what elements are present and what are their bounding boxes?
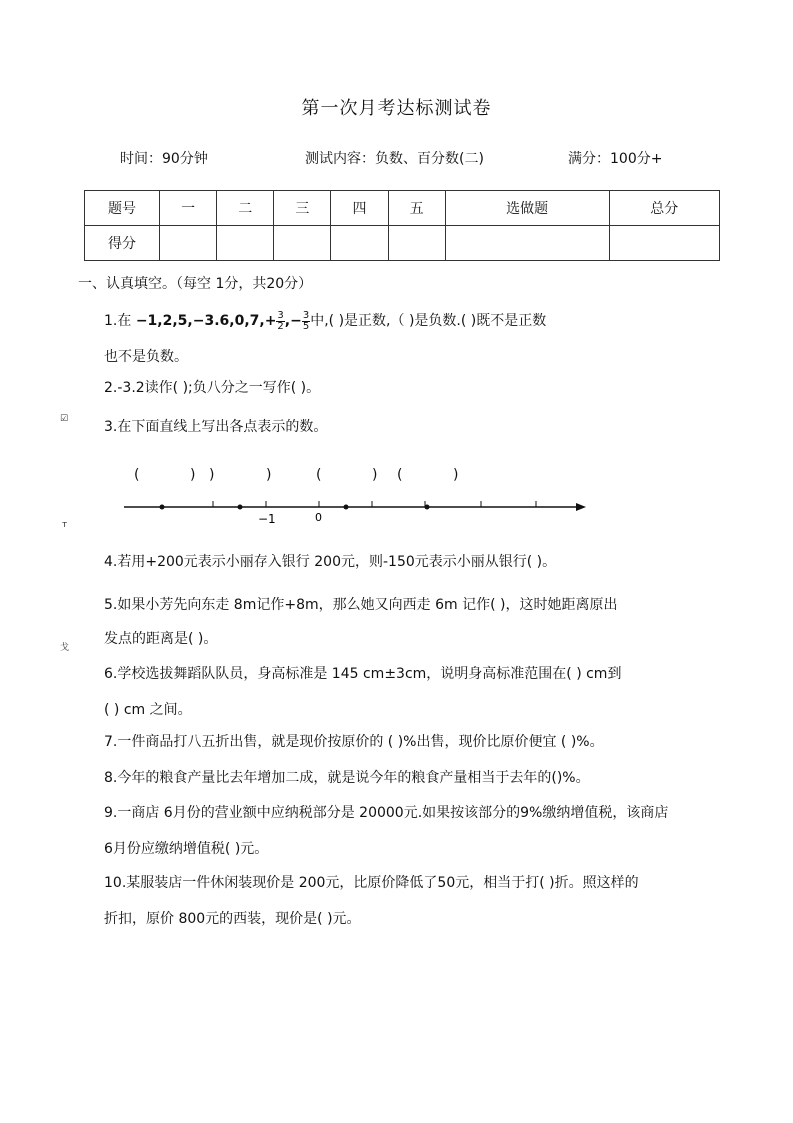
score-cell[interactable] <box>445 226 609 261</box>
point-dot <box>425 505 430 510</box>
header-cell: 一 <box>160 191 217 226</box>
score-cell[interactable] <box>609 226 720 261</box>
score-cell[interactable] <box>388 226 445 261</box>
score-table-header-row <box>85 191 720 226</box>
point-dot <box>238 505 243 510</box>
question-10-line1: 10.某服装店一件休闲装现价是 200元，比原价降低了50元，相当于打( )折。照这样的 <box>104 875 639 891</box>
answer-bracket: ( <box>316 467 322 483</box>
header-cell: 五 <box>388 191 445 226</box>
answer-bracket: ) <box>372 467 378 483</box>
question-8: 8.今年的粮食产量比去年增加二成，就是说今年的粮食产量相当于去年的()%。 <box>104 770 590 786</box>
question-1-line2: 也不是负数。 <box>104 349 188 365</box>
header-cell: 选做题 <box>445 191 609 226</box>
q1-rest: 中,( )是正数,（ )是负数.( )既不是正数 <box>310 313 547 329</box>
question-5-line1: 5.如果小芳先向东走 8m记作+8m，那么她又向西走 6m 记作( )，这时她距离原出 <box>104 597 618 613</box>
answer-bracket: ) <box>453 467 459 483</box>
section-heading: 一、认真填空。（每空 1分，共20分） <box>78 276 313 292</box>
fraction: $\frac{3}{2}$ <box>277 309 284 332</box>
question-6-line2: ( ) cm 之间。 <box>104 702 192 718</box>
q1-sep: ,− <box>284 313 302 329</box>
question-10-line2: 折扣，原价 800元的西装，现价是( )元。 <box>104 911 361 927</box>
header-cell: 三 <box>274 191 331 226</box>
question-2: 2.-3.2读作( );负八分之一写作( )。 <box>104 380 321 396</box>
question-4: 4.若用+200元表示小丽存入银行 200元，则-150元表示小丽从银行( )。 <box>104 554 557 570</box>
answer-bracket: ( <box>134 467 140 483</box>
margin-mark: ᴛ <box>62 520 68 530</box>
question-3: 3.在下面直线上写出各点表示的数。 <box>104 419 328 435</box>
score-cell[interactable] <box>217 226 274 261</box>
answer-bracket: ( <box>397 467 403 483</box>
tick-label-neg1: −1 <box>258 512 276 526</box>
point-dot <box>160 505 165 510</box>
time-info: 时间：90分钟 <box>120 151 208 167</box>
question-5-line2: 发点的距离是( )。 <box>104 631 218 647</box>
full-score-info: 满分：100分+ <box>568 151 663 167</box>
margin-mark: 戈 <box>60 643 70 653</box>
question-6-line1: 6.学校选拔舞蹈队队员，身高标准是 145 cm±3cm，说明身高标准范围在( ) cm到 <box>104 666 622 682</box>
question-1 <box>104 310 546 332</box>
score-table <box>84 190 720 261</box>
score-cell[interactable] <box>274 226 331 261</box>
number-line <box>118 490 598 530</box>
question-7: 7.一件商品打八五折出售，就是现价按原价的 ( )%出售，现价比原价便宜 ( )%。 <box>104 734 604 750</box>
header-cell: 四 <box>331 191 388 226</box>
page-title: 第一次月考达标测试卷 <box>301 98 492 119</box>
question-9-line2: 6月份应缴纳增值税( )元。 <box>104 841 269 857</box>
row-label: 得分 <box>85 226 160 261</box>
arrow-head-icon <box>576 503 586 511</box>
header-cell: 题号 <box>85 191 160 226</box>
header-cell: 二 <box>217 191 274 226</box>
score-table-score-row <box>85 226 720 261</box>
score-cell[interactable] <box>160 226 217 261</box>
point-dot <box>344 505 349 510</box>
header-cell: 总分 <box>609 191 720 226</box>
margin-mark: ☑ <box>60 414 69 424</box>
answer-bracket: ) <box>190 467 196 483</box>
q1-numbers: −1,2,5,−3.6,0,7,+ <box>135 313 277 329</box>
answer-bracket: ) <box>209 467 215 483</box>
q1-prefix: 1.在 <box>104 313 132 329</box>
question-9-line1: 9.一商店 6月份的营业额中应纳税部分是 20000元.如果按该部分的9%缴纳增值税，该商店 <box>104 805 669 821</box>
answer-bracket: ) <box>266 467 272 483</box>
fraction: $\frac{3}{5}$ <box>302 309 310 332</box>
score-cell[interactable] <box>331 226 388 261</box>
content-info: 测试内容：负数、百分数(二) <box>305 151 484 167</box>
tick-label-zero: 0 <box>315 511 322 524</box>
